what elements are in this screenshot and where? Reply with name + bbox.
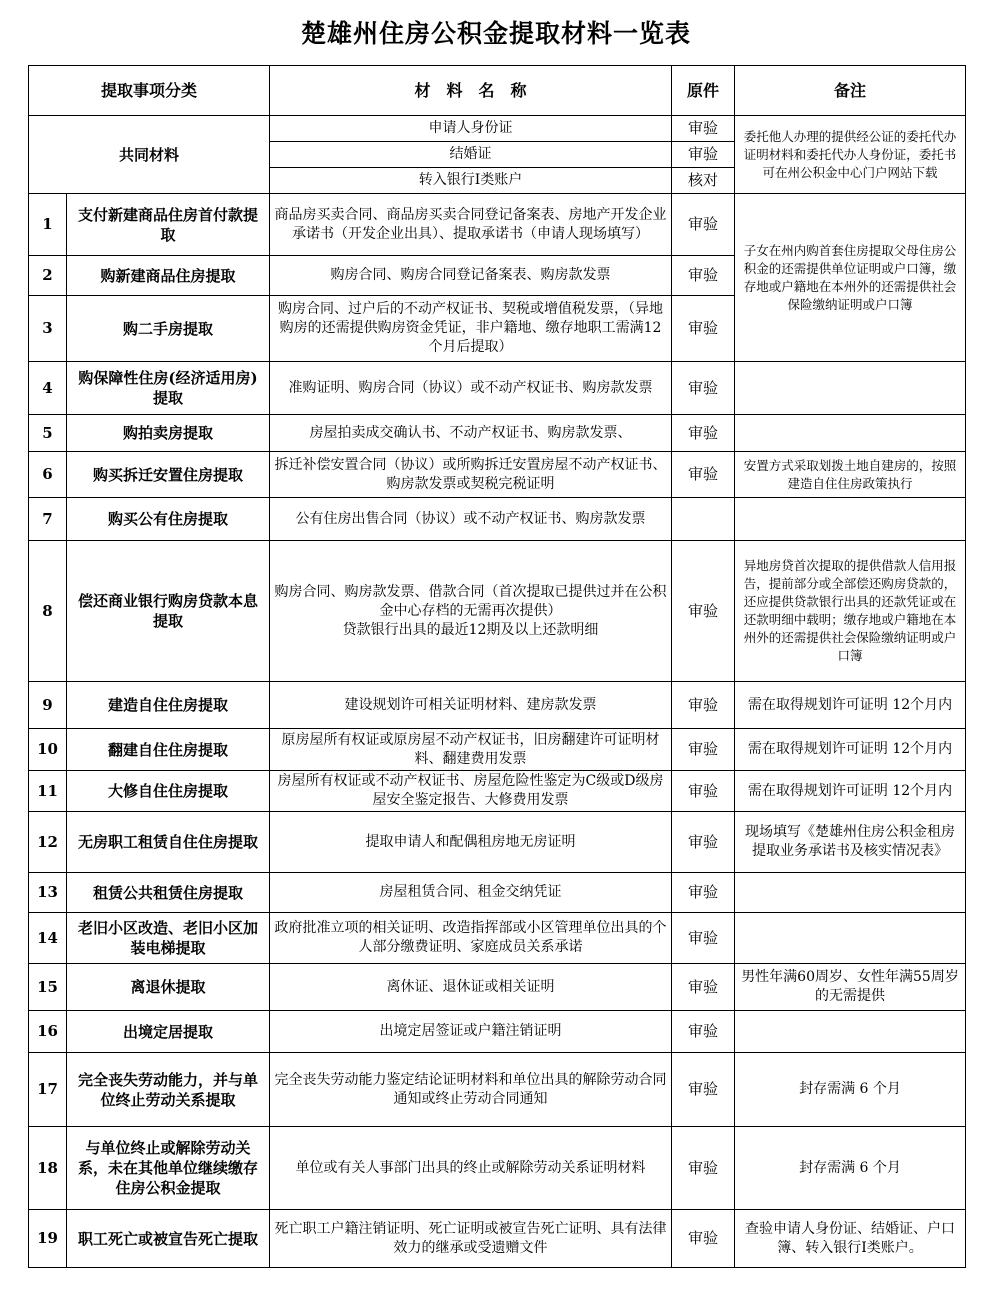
row-category: 偿还商业银行购房贷款本息提取 xyxy=(67,541,270,682)
row-number: 10 xyxy=(29,729,67,771)
row-material: 购房合同、购房款发票、借款合同（首次提取已提供过并在公积金中心存档的无需再次提供） 贷款银行出具的最近12期及以上还款明细 xyxy=(270,541,672,682)
row-number: 15 xyxy=(29,964,67,1011)
row-number: 8 xyxy=(29,541,67,682)
row-original: 审验 xyxy=(672,913,735,964)
row-original: 审验 xyxy=(672,1011,735,1053)
row-note: 封存需满 6 个月 xyxy=(735,1053,966,1127)
row-note: 男性年满60周岁、女性年满55周岁的无需提供 xyxy=(735,964,966,1011)
row-note: 查验申请人身份证、结婚证、户口簿、转入银行Ⅰ类账户。 xyxy=(735,1210,966,1268)
row-note xyxy=(735,362,966,415)
row-number: 4 xyxy=(29,362,67,415)
row-category: 租赁公共租赁住房提取 xyxy=(67,873,270,913)
header-note: 备注 xyxy=(735,66,966,116)
row-note: 需在取得规划许可证明 12个月内 xyxy=(735,682,966,729)
row-category: 支付新建商品住房首付款提取 xyxy=(67,194,270,256)
row-category: 购新建商品住房提取 xyxy=(67,256,270,296)
row-note xyxy=(735,1011,966,1053)
row-category: 完全丧失劳动能力，并与单位终止劳动关系提取 xyxy=(67,1053,270,1127)
row-original: 审验 xyxy=(672,1053,735,1127)
row-number: 18 xyxy=(29,1127,67,1210)
table-row xyxy=(29,1011,966,1053)
table-row xyxy=(29,452,966,498)
row-category: 出境定居提取 xyxy=(67,1011,270,1053)
row-material: 房屋租赁合同、租金交纳凭证 xyxy=(270,873,672,913)
row-original: 审验 xyxy=(672,771,735,812)
header-row xyxy=(29,66,966,116)
row-original: 审验 xyxy=(672,541,735,682)
row-category: 翻建自住住房提取 xyxy=(67,729,270,771)
row-note: 异地房贷首次提取的提供借款人信用报告，提前部分或全部偿还购房贷款的，还应提供贷款银行出具的还款凭证或在还款明细中载明；缴存地或户籍地在本州外的还需提供社会保险缴纳证明或户口簿 xyxy=(735,541,966,682)
row-number: 12 xyxy=(29,812,67,873)
row-original xyxy=(672,498,735,541)
common-row xyxy=(29,116,966,142)
row-note: 安置方式采取划拨土地自建房的，按照建造自住住房政策执行 xyxy=(735,452,966,498)
row-material: 提取申请人和配偶租房地无房证明 xyxy=(270,812,672,873)
row-material: 政府批准立项的相关证明、改造指挥部或小区管理单位出具的个人部分缴费证明、家庭成员关系承诺 xyxy=(270,913,672,964)
table-row xyxy=(29,541,966,682)
row-note: 封存需满 6 个月 xyxy=(735,1127,966,1210)
row-material: 房屋所有权证或不动产权证书、房屋危险性鉴定为C级或D级房屋安全鉴定报告、大修费用发票 xyxy=(270,771,672,812)
common-material: 结婚证 xyxy=(270,142,672,168)
row-number: 5 xyxy=(29,415,67,452)
header-material: 材 料 名 称 xyxy=(270,66,672,116)
common-label: 共同材料 xyxy=(29,116,270,194)
row-original: 审验 xyxy=(672,415,735,452)
row-material: 准购证明、购房合同（协议）或不动产权证书、购房款发票 xyxy=(270,362,672,415)
common-material: 申请人身份证 xyxy=(270,116,672,142)
row-original: 审验 xyxy=(672,873,735,913)
table-row xyxy=(29,913,966,964)
row-category: 购保障性住房(经济适用房)提取 xyxy=(67,362,270,415)
row-note: 需在取得规划许可证明 12个月内 xyxy=(735,729,966,771)
table-row xyxy=(29,812,966,873)
table-row xyxy=(29,771,966,812)
row-number: 13 xyxy=(29,873,67,913)
row-category: 建造自住住房提取 xyxy=(67,682,270,729)
row-category: 职工死亡或被宣告死亡提取 xyxy=(67,1210,270,1268)
row-material: 单位或有关人事部门出具的终止或解除劳动关系证明材料 xyxy=(270,1127,672,1210)
row-material: 离休证、退休证或相关证明 xyxy=(270,964,672,1011)
table-row xyxy=(29,415,966,452)
row-number: 16 xyxy=(29,1011,67,1053)
row-number: 1 xyxy=(29,194,67,256)
row-material: 购房合同、购房合同登记备案表、购房款发票 xyxy=(270,256,672,296)
header-original: 原件 xyxy=(672,66,735,116)
table-row xyxy=(29,498,966,541)
common-original: 核对 xyxy=(672,168,735,194)
row-category: 购拍卖房提取 xyxy=(67,415,270,452)
row-original: 审验 xyxy=(672,729,735,771)
table-row xyxy=(29,729,966,771)
row-category: 购买拆迁安置住房提取 xyxy=(67,452,270,498)
row-category: 与单位终止或解除劳动关系，未在其他单位继续缴存住房公积金提取 xyxy=(67,1127,270,1210)
row-original: 审验 xyxy=(672,1210,735,1268)
row-number: 6 xyxy=(29,452,67,498)
row-original: 审验 xyxy=(672,1127,735,1210)
page-title: 楚雄州住房公积金提取材料一览表 xyxy=(300,19,691,48)
row-category: 无房职工租赁自住住房提取 xyxy=(67,812,270,873)
row-number: 19 xyxy=(29,1210,67,1268)
row-category: 离退休提取 xyxy=(67,964,270,1011)
row-material: 死亡职工户籍注销证明、死亡证明或被宣告死亡证明、具有法律效力的继承或受遗赠文件 xyxy=(270,1210,672,1268)
row-number: 7 xyxy=(29,498,67,541)
row-number: 2 xyxy=(29,256,67,296)
row-material: 公有住房出售合同（协议）或不动产权证书、购房款发票 xyxy=(270,498,672,541)
row-note xyxy=(735,415,966,452)
row-number: 11 xyxy=(29,771,67,812)
row-original: 审验 xyxy=(672,362,735,415)
row-original: 审验 xyxy=(672,194,735,256)
table-row xyxy=(29,1210,966,1268)
header-category: 提取事项分类 xyxy=(29,66,270,116)
row-original: 审验 xyxy=(672,452,735,498)
purchase-note: 子女在州内购首套住房提取父母住房公积金的还需提供单位证明或户口簿，缴存地或户籍地在本州外的还需提供社会保险缴纳证明或户口簿 xyxy=(735,194,966,362)
row-number: 14 xyxy=(29,913,67,964)
table-row xyxy=(29,682,966,729)
table-row xyxy=(29,964,966,1011)
row-original: 审验 xyxy=(672,812,735,873)
row-note xyxy=(735,498,966,541)
row-note: 需在取得规划许可证明 12个月内 xyxy=(735,771,966,812)
table-row xyxy=(29,873,966,913)
common-original: 审验 xyxy=(672,142,735,168)
row-note xyxy=(735,913,966,964)
row-material: 购房合同、过户后的不动产权证书、契税或增值税发票，（异地购房的还需提供购房资金凭证，非户籍地、缴存地职工需满12个月后提取） xyxy=(270,296,672,362)
row-original: 审验 xyxy=(672,682,735,729)
row-number: 9 xyxy=(29,682,67,729)
row-original: 审验 xyxy=(672,296,735,362)
table-row xyxy=(29,1053,966,1127)
row-category: 大修自住住房提取 xyxy=(67,771,270,812)
row-category: 老旧小区改造、老旧小区加装电梯提取 xyxy=(67,913,270,964)
row-original: 审验 xyxy=(672,964,735,1011)
common-note: 委托他人办理的提供经公证的委托代办证明材料和委托代办人身份证，委托书可在州公积金中心门户网站下载 xyxy=(735,116,966,194)
row-material: 拆迁补偿安置合同（协议）或所购拆迁安置房屋不动产权证书、购房款发票或契税完税证明 xyxy=(270,452,672,498)
table-row xyxy=(29,194,966,256)
row-category: 购买公有住房提取 xyxy=(67,498,270,541)
common-original: 审验 xyxy=(672,116,735,142)
row-material: 完全丧失劳动能力鉴定结论证明材料和单位出具的解除劳动合同通知或终止劳动合同通知 xyxy=(270,1053,672,1127)
row-material: 建设规划许可相关证明材料、建房款发票 xyxy=(270,682,672,729)
row-original: 审验 xyxy=(672,256,735,296)
row-number: 3 xyxy=(29,296,67,362)
row-note: 现场填写《楚雄州住房公积金租房提取业务承诺书及核实情况表》 xyxy=(735,812,966,873)
row-number: 17 xyxy=(29,1053,67,1127)
table-row xyxy=(29,362,966,415)
materials-table xyxy=(28,65,966,1268)
table-row xyxy=(29,1127,966,1210)
row-note xyxy=(735,873,966,913)
row-material: 出境定居签证或户籍注销证明 xyxy=(270,1011,672,1053)
common-material: 转入银行Ⅰ类账户 xyxy=(270,168,672,194)
row-material: 商品房买卖合同、商品房买卖合同登记备案表、房地产开发企业承诺书（开发企业出具）、提取承诺书（申请人现场填写） xyxy=(270,194,672,256)
row-material: 房屋拍卖成交确认书、不动产权证书、购房款发票、 xyxy=(270,415,672,452)
row-material: 原房屋所有权证或原房屋不动产权证书，旧房翻建许可证明材料、翻建费用发票 xyxy=(270,729,672,771)
row-category: 购二手房提取 xyxy=(67,296,270,362)
